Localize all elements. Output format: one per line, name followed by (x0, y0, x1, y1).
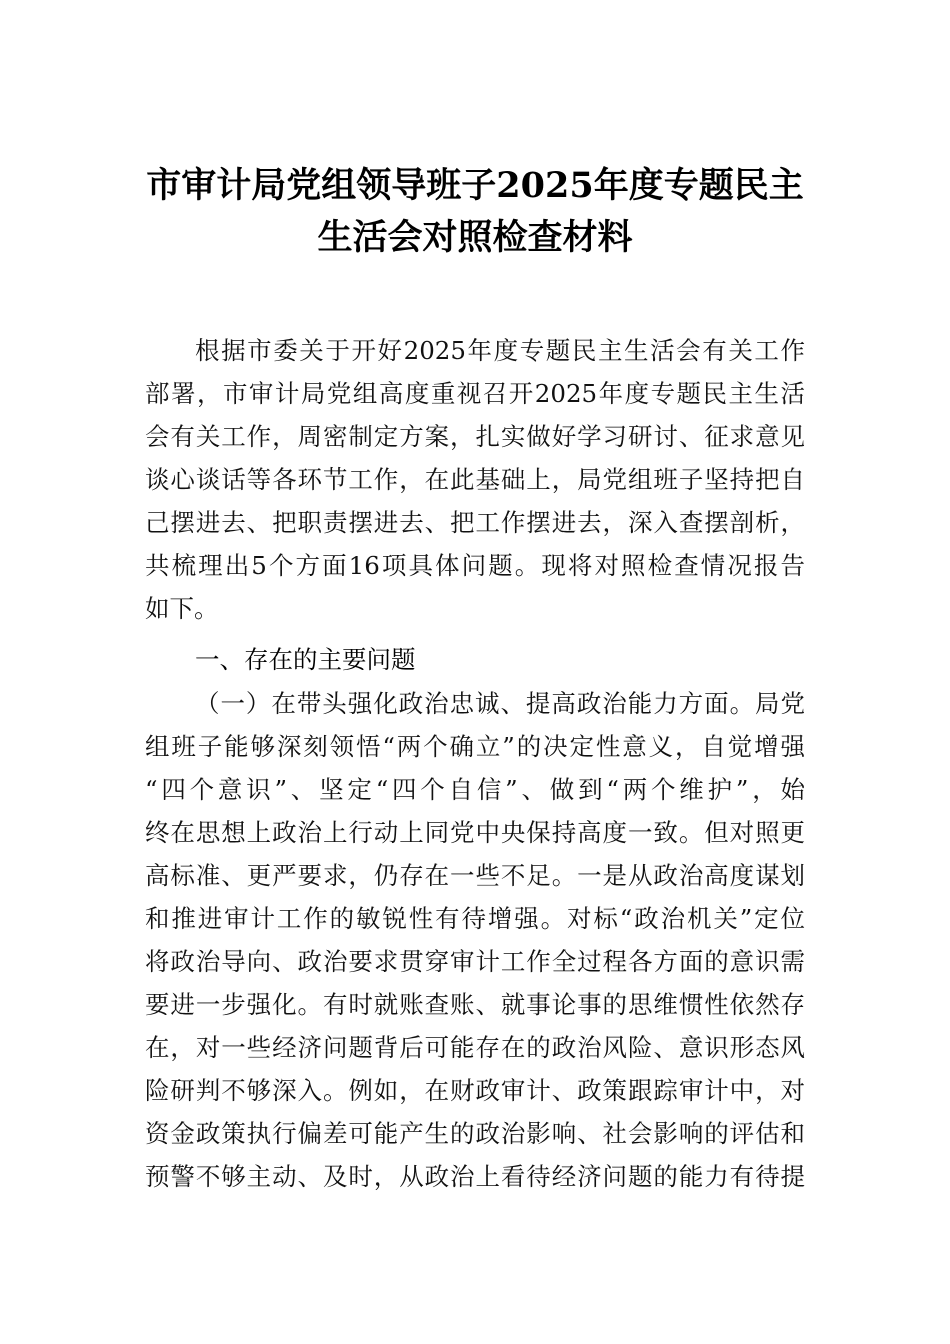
intro-line: 己摆进去、把职责摆进去、把工作摆进去，深入查摆剖析， (145, 508, 805, 537)
intro-line: 部署，市审计局党组高度重视召开2025年度专题民主生活 (145, 379, 805, 408)
intro-line: 如下。 (145, 594, 219, 623)
body-line: 将政治导向、政治要求贯穿审计工作全过程各方面的意识需 (145, 947, 805, 976)
body-line: 要进一步强化。有时就账查账、就事论事的思维惯性依然存 (145, 990, 805, 1019)
subsection-text: 局党 (755, 689, 806, 718)
body-line: 高标准、更严要求，仍存在一些不足。一是从政治高度谋划 (145, 861, 805, 890)
document-title-line-2: 生活会对照检查材料 (317, 217, 633, 258)
subsection-heading: （一）在带头强化政治忠诚、提高政治能力方面。 (195, 689, 756, 718)
body-line: 资金政策执行偏差可能产生的政治影响、社会影响的评估和 (145, 1119, 805, 1148)
body-line: 预警不够主动、及时，从政治上看待经济问题的能力有待提 (145, 1162, 805, 1191)
intro-line: 共梳理出5个方面16项具体问题。现将对照检查情况报告 (145, 551, 805, 580)
subsection-first-line (195, 686, 805, 722)
intro-line: 会有关工作，周密制定方案，扎实做好学习研讨、征求意见 (145, 422, 805, 451)
body-line: “四个意识”、坚定“四个自信”、做到“两个维护”，始 (145, 775, 805, 804)
intro-line: 谈心谈话等各环节工作，在此基础上，局党组班子坚持把自 (145, 465, 805, 494)
body-line: 险研判不够深入。例如，在财政审计、政策跟踪审计中，对 (145, 1076, 805, 1105)
body-line: 在，对一些经济问题背后可能存在的政治风险、意识形态风 (145, 1033, 805, 1062)
body-line: 终在思想上政治上行动上同党中央保持高度一致。但对照更 (145, 818, 805, 847)
document-title-line-1: 市审计局党组领导班子2025年度专题民主 (146, 165, 804, 206)
section-heading: 一、存在的主要问题 (195, 645, 416, 674)
intro-line: 根据市委关于开好2025年度专题民主生活会有关工作 (195, 336, 805, 365)
body-line: 和推进审计工作的敏锐性有待增强。对标“政治机关”定位 (145, 904, 805, 933)
body-line: 组班子能够深刻领悟“两个确立”的决定性意义，自觉增强 (145, 732, 805, 761)
